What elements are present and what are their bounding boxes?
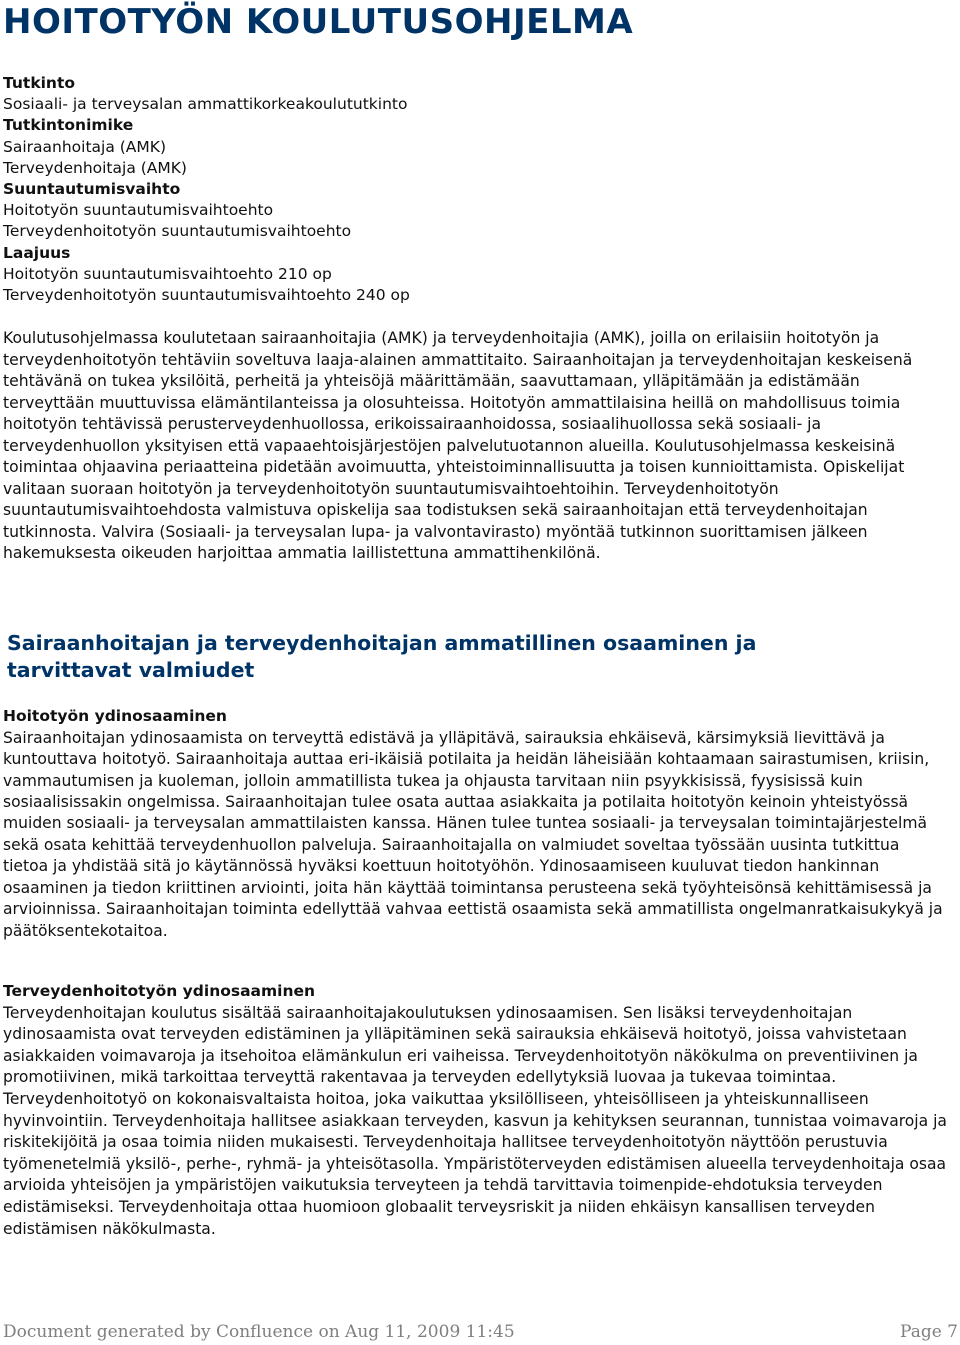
intro-paragraph: Koulutusohjelmassa koulutetaan sairaanhoitajia (AMK) ja terveydenhoitajia (AMK), joilla on erilaisiin hoitotyön ja terveydenhoitotyön tehtäviin soveltuva laaja-alainen ammattitaito. Sairaanhoitajan ja terveydenhoitajan keskeisenä tehtävänä on tukea yksilöitä, perheitä ja yhteisöjä määrittämään, saavuttamaan, ylläpitämään ja edistämään terveyttään muuttuvissa elämäntilanteissa ja olosuhteissa. Hoitotyön ammattilaisina heillä on mahdollisuus toimia hoitotyön tehtävissä perusterveydenhuollossa, erikoissairaanhoidossa, sosiaalihuollossa sekä sosiaali- ja terveydenhuollon yksityisen että vapaaehtoisjärjestöjen palvelutuotannon alueilla. Koulutusohjelmassa keskeisinä toimintaa ohjaavina periaatteina pidetään avoimuutta, yhteistoiminnallisuutta ja toisen kunnioittamista. Opiskelijat valitaan suoraan hoitotyön ja terveydenhoitotyön suuntautumisvaihtoehtoihin. Terveydenhoitotyön suuntautumisvaihtoehdosta valmistuva opiskelija saa todistuksen sekä sairaanhoitajan että terveydenhoitajan tutkinnosta. Valvira (Sosiaali- ja terveysalan lupa- ja valvontavirasto) myöntää tutkinnon suorittamisen jälkeen hakemuksesta oikeuden harjoittaa ammatia laillistettuna ammattihenkilönä.	[3, 329, 913, 563]
section-heading: Sairaanhoitajan ja terveydenhoitajan ammatillinen osaaminen ja tarvittavat valmiudet	[7, 631, 757, 682]
footer-generated-text: Document generated by Confluence on Aug 11, 2009 11:45	[3, 1322, 515, 1342]
document-title: HOITOTYÖN KOULUTUSOHJELMA	[3, 2, 634, 42]
meta-value: Hoitotyön suuntautumisvaihtoehto	[3, 201, 274, 220]
meta-label-tutkinto: Tutkinto	[3, 74, 76, 92]
meta-value: Terveydenhoitotyön suuntautumisvaihtoehto	[3, 222, 352, 241]
meta-label-suuntautumisvaihto: Suuntautumisvaihto	[3, 180, 181, 199]
meta-value: Sairaanhoitaja (AMK)	[3, 137, 166, 156]
page-footer	[3, 1320, 958, 1344]
subsection-heading: Terveydenhoitotyön ydinosaaminen	[3, 982, 316, 1000]
subsection-heading: Hoitotyön ydinosaaminen	[3, 707, 227, 725]
subsection-paragraph: Terveydenhoitajan koulutus sisältää sairaanhoitajakoulutuksen ydinosaamisen. Sen lisäksi terveydenhoitajan ydinosaamista ovat terveyden edistäminen ja ylläpitäminen sekä sairauksia ehkäisevä hoitotyö, joissa vahvistetaan asiakkaiden voimavaroja ja itsehoitoa elämänkulun eri vaiheissa. Terveydenhoitotyön näkökulma on preventiivinen ja promotiivinen, mikä tarkoittaa terveyttä rakentavaa ja terveyden edellytyksiä luovaa ja tukevaa toimintaa. Terveydenhoitotyö on kokonaisvaltaista hoitoa, joka vaikuttaa yksilölliseen, yhteisölliseen ja yhteiskunnalliseen hyvinvointiin. Terveydenhoitaja hallitsee asiakkaan terveyden, kasvun ja kehityksen seurannan, tunnistaa voimavaroja ja riskitekijöitä ja osaa toimia niiden mukaisesti. Terveydenhoitaja hallitsee terveydenhoitotyön näyttöön perustuvia työmenetelmiä yksilö-, perhe-, ryhmä- ja yhteisötasolla. Ympäristöterveyden edistämisen alueella terveydenhoitaja osaa arvioida yhteisöjen ja ympäristöjen vaikutuksia terveyteen ja tehdä tarvittavia toimenpide-ehdotuksia terveyden edistämiseksi. Terveydenhoitaja ottaa huomioon globaalit terveysriskit ja niiden ehkäisyn kansallisen terveyden edistämisen näkökulmasta.	[3, 1003, 947, 1238]
meta-value: Terveydenhoitotyön suuntautumisvaihtoehto 240 op	[3, 286, 410, 305]
meta-value: Hoitotyön suuntautumisvaihtoehto 210 op	[3, 264, 332, 283]
page-number: Page 7	[900, 1322, 958, 1342]
core-competence-public-health	[3, 981, 948, 1240]
meta-label-laajuus: Laajuus	[3, 243, 71, 262]
meta-label-tutkintonimike: Tutkintonimike	[3, 116, 134, 135]
degree-info	[3, 73, 943, 306]
meta-value: Sosiaali- ja terveysalan ammattikorkeakoulututkinto	[3, 95, 408, 114]
meta-value: Terveydenhoitaja (AMK)	[3, 158, 187, 177]
subsection-paragraph: Sairaanhoitajan ydinosaamista on terveyttä edistävä ja ylläpitävä, sairauksia ehkäisevä, kärsimyksiä lievittävä ja kuntouttava hoitotyö. Sairaanhoitaja auttaa eri-ikäisiä potilaita ja heidän läheisiään kohtaamaan sairastumisen, kriisin, vammautumisen ja kuoleman, jolloin ammatillista tukea ja ohjausta tarvitaan niin psyykkisissä, fyysisissä kuin sosiaalisissakin ongelmissa. Sairaanhoitajan tulee osata auttaa asiakkaita ja potilaita hoitotyön keinoin yhteistyössä muiden sosiaali- ja terveysalan ammattilaisten kanssa. Hänen tulee tuntea sosiaali- ja terveysalan toimintajärjestelmä sekä osata kehittää terveydenhuollon palveluja. Sairaanhoitajalla on valmiudet soveltaa työssään uusinta tutkittua tietoa ja yhdistää sitä jo käytännössä hyväksi koettuun hoitotyöhön. Ydinosaamiseen kuuluvat tiedon hankinnan osaaminen ja tiedon kriittinen arviointi, joita hän käyttää toimintansa perusteena sekä työyhteisönsä kehittämisessä ja arvioinnissa. Sairaanhoitajan toiminta edellyttää vahvaa eettistä osaamista sekä ammatillista ongelmanratkaisukykyä ja päätöksentekotaitoa.	[3, 728, 943, 940]
core-competence-nursing	[3, 706, 948, 942]
